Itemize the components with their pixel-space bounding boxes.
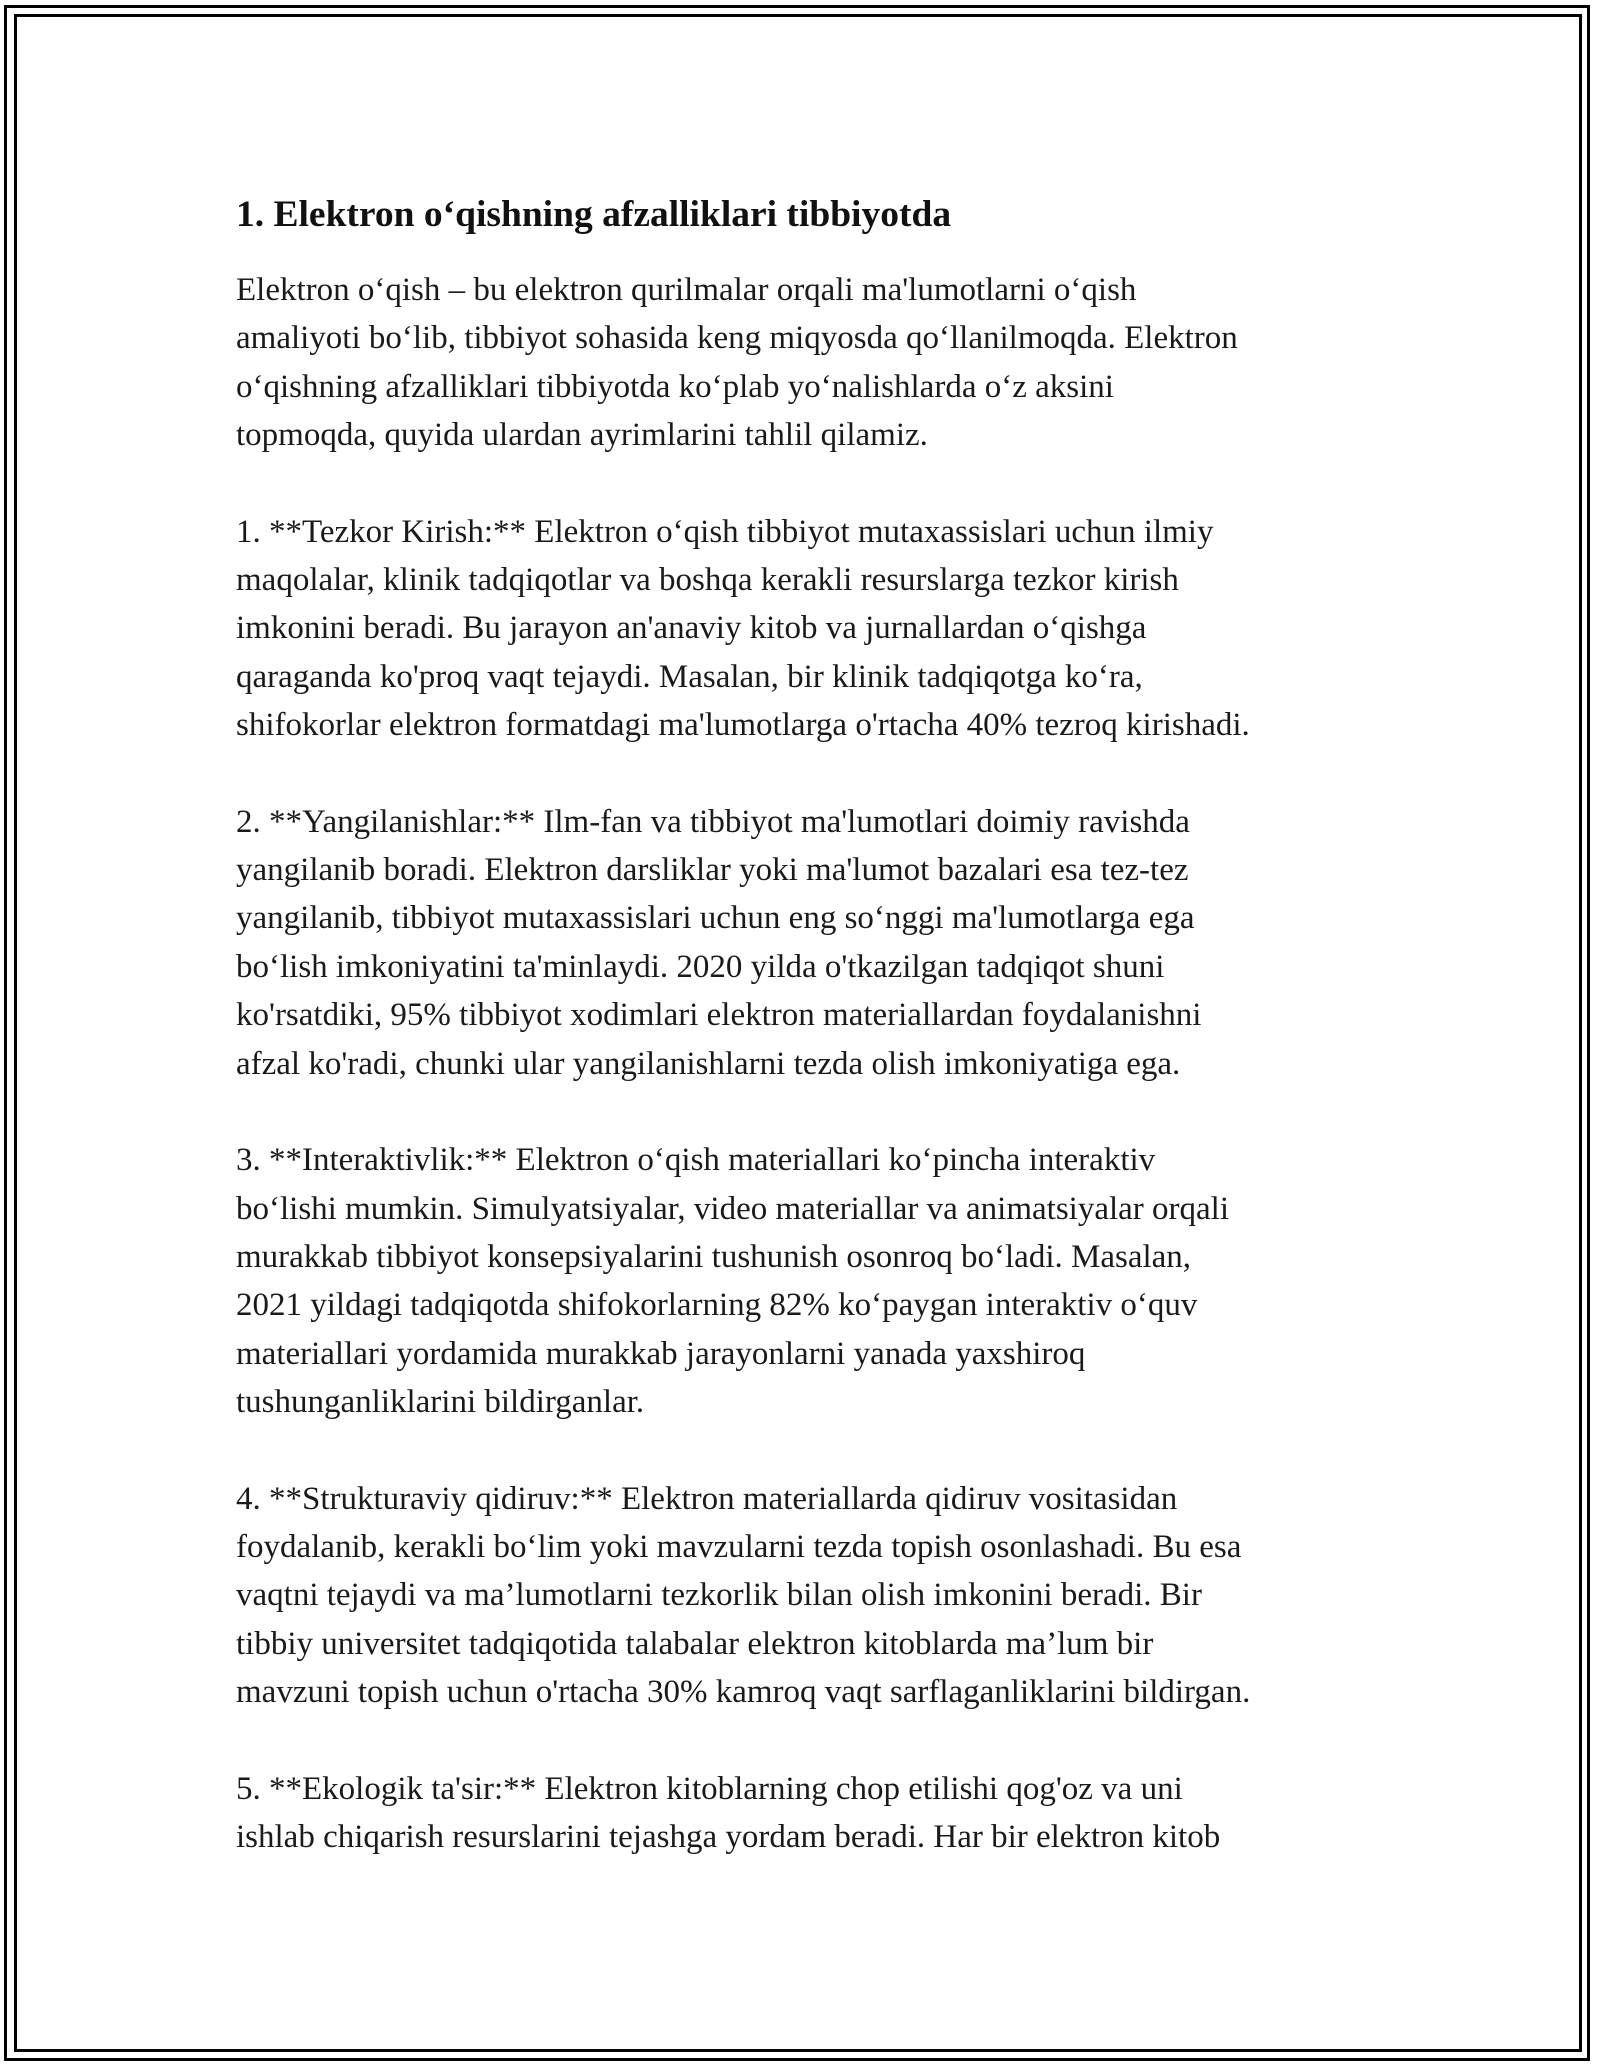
text-line: yangilanib, tibbiyot mutaxassislari uchun eng so‘nggi ma'lumotlarga ega [236, 900, 1195, 937]
text-line: tibbiy universitet tadqiqotida talabalar elektron kitoblarda ma’lum bir [236, 1625, 1154, 1662]
paragraph-item-3 [236, 1136, 1396, 1426]
document-body [236, 186, 1396, 1909]
paragraph-item-2 [236, 798, 1396, 1088]
text-line: Elektron o‘qish – bu elektron qurilmalar orqali ma'lumotlarni o‘qish [236, 272, 1137, 308]
text-line: foydalanib, kerakli bo‘lim yoki mavzularni tezda topish osonlashadi. Bu esa [236, 1528, 1242, 1565]
paragraph-item-5 [236, 1765, 1396, 1862]
text-line: o‘qishning afzalliklari tibbiyotda ko‘plab yo‘nalishlarda o‘z aksini [236, 368, 1114, 405]
text-line: maqolalar, klinik tadqiqotlar va boshqa kerakli resurslarga tezkor kirish [236, 562, 1179, 599]
text-line: 4. **Strukturaviy qidiruv:** Elektron materiallarda qidiruv vositasidan [236, 1480, 1178, 1517]
text-line: bo‘lish imkoniyatini ta'minlaydi. 2020 yilda o'tkazilgan tadqiqot shuni [236, 948, 1165, 985]
text-line: mavzuni topish uchun o'rtacha 30% kamroq vaqt sarflaganliklarini bildirgan. [236, 1674, 1251, 1711]
text-line: vaqtni tejaydi va ma’lumotlarni tezkorlik bilan olish imkonini beradi. Bir [236, 1577, 1202, 1614]
paragraph-intro [236, 266, 1396, 460]
paragraph-item-1 [236, 508, 1396, 750]
text-line: topmoqda, quyida ulardan ayrimlarini tahlil qilamiz. [236, 417, 928, 454]
text-line: tushunganliklarini bildirganlar. [236, 1384, 645, 1421]
text-line: afzal ko'radi, chunki ular yangilanishlarni tezda olish imkoniyatiga ega. [236, 1045, 1181, 1082]
text-line: 1. **Tezkor Kirish:** Elektron o‘qish tibbiyot mutaxassislari uchun ilmiy [236, 513, 1214, 550]
text-line: ko'rsatdiki, 95% tibbiyot xodimlari elektron materiallardan foydalanishni [236, 997, 1202, 1034]
text-line: ishlab chiqarish resurslarini tejashga yordam beradi. Har bir elektron kitob [236, 1818, 1221, 1855]
text-line: materiallari yordamida murakkab jarayonlarni yanada yaxshiroq [236, 1335, 1086, 1372]
text-line: shifokorlar elektron formatdagi ma'lumotlarga o'rtacha 40% tezroq kirishadi. [236, 707, 1250, 744]
text-line: qaraganda ko'proq vaqt tejaydi. Masalan, bir klinik tadqiqotga ko‘ra, [236, 658, 1143, 695]
document-title: 1. Elektron o‘qishning afzalliklari tibbiyotda [236, 194, 952, 235]
text-line: imkonini beradi. Bu jarayon an'anaviy kitob va jurnallardan o‘qishga [236, 610, 1147, 647]
text-line: yangilanib boradi. Elektron darsliklar yoki ma'lumot bazalari esa tez-tez [236, 852, 1189, 889]
text-line: 3. **Interaktivlik:** Elektron o‘qish materiallari ko‘pincha interaktiv [236, 1142, 1156, 1179]
text-line: 2021 yildagi tadqiqotda shifokorlarning 82% ko‘paygan interaktiv o‘quv [236, 1287, 1198, 1324]
text-line: bo‘lishi mumkin. Simulyatsiyalar, video materiallar va animatsiyalar orqali [236, 1190, 1230, 1227]
text-line: 5. **Ekologik ta'sir:** Elektron kitoblarning chop etilishi qog'oz va uni [236, 1770, 1183, 1807]
text-line: amaliyoti bo‘lib, tibbiyot sohasida keng miqyosda qo‘llanilmoqda. Elektron [236, 320, 1238, 357]
text-line: 2. **Yangilanishlar:** Ilm-fan va tibbiyot ma'lumotlari doimiy ravishda [236, 803, 1190, 840]
paragraph-item-4 [236, 1475, 1396, 1717]
text-line: murakkab tibbiyot konsepsiyalarini tushunish osonroq bo‘ladi. Masalan, [236, 1238, 1192, 1275]
